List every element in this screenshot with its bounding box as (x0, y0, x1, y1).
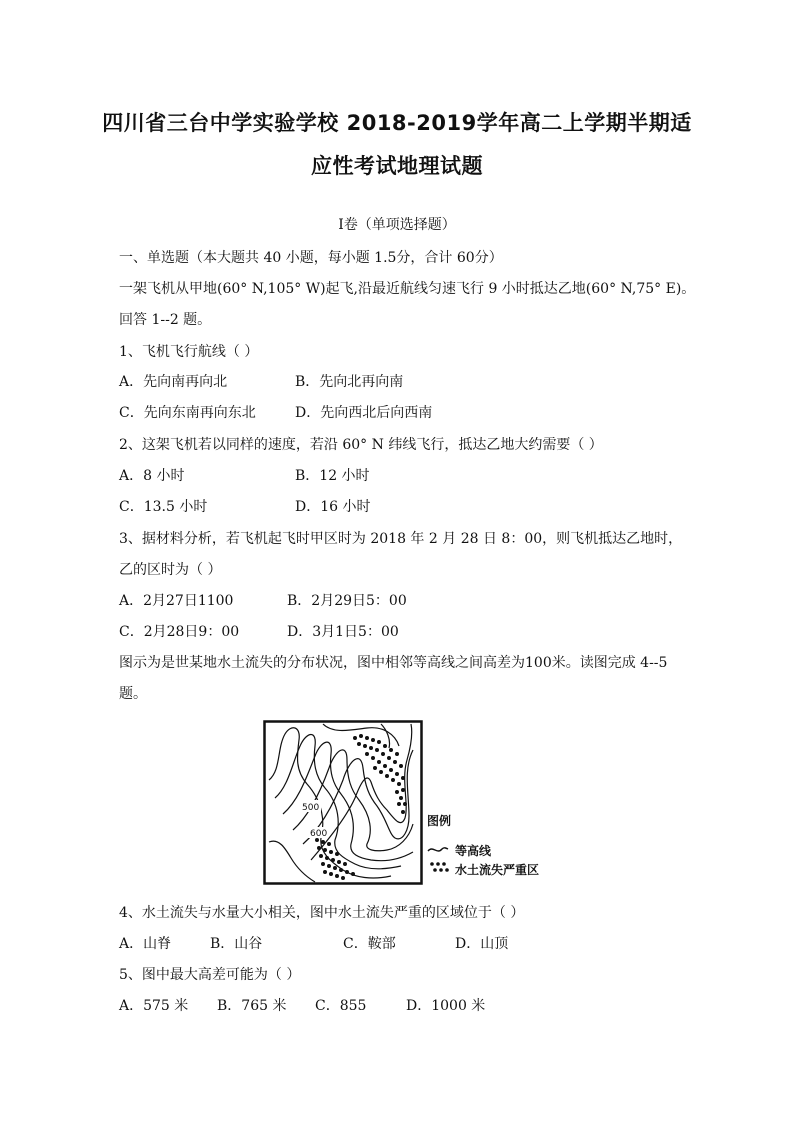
q2-option-d: D．16 小时 (295, 499, 371, 515)
doc-title-line1: 四川省三台中学实验学校 2018-2019学年高二上学期半期适 (102, 111, 692, 135)
intro2-line2: 题。 (119, 686, 147, 702)
q5-option-a: A．575 米 (119, 998, 189, 1014)
part-heading: 一、单选题（本大题共 40 小题，每小题 1.5分，合计 60分） (119, 250, 503, 266)
intro1-line2: 回答 1--2 题。 (119, 312, 212, 328)
contour-label-600: 600 (310, 829, 328, 839)
q3-stem-line2: 乙的区时为（ ） (119, 562, 222, 578)
q2-stem: 2、这架飞机若以同样的速度，若沿 60° N 纬线飞行，抵达乙地大约需要（ ） (119, 437, 603, 453)
section-heading: Ⅰ卷（单项选择题） (338, 217, 456, 233)
erosion-legend-icon (429, 861, 449, 875)
contour-legend-icon (427, 845, 449, 855)
q1-stem: 1、飞机飞行航线（ ） (119, 344, 259, 360)
q3-option-d: D．3月1日5：00 (287, 624, 399, 640)
q4-option-d: D．山顶 (455, 936, 509, 952)
intro2-line1: 图示为是世某地水土流失的分布状况，图中相邻等高线之间高差为100米。读图完成 4--5 (119, 655, 668, 671)
q2-option-a: A．8 小时 (119, 468, 185, 484)
q4-option-a: A．山脊 (119, 936, 172, 952)
legend-contour-label: 等高线 (455, 844, 492, 858)
q5-option-b: B．765 米 (217, 998, 287, 1014)
q4-option-c: C．鞍部 (343, 936, 396, 952)
q3-option-b: B．2月29日5：00 (287, 593, 407, 609)
q5-stem: 5、图中最大高差可能为（ ） (119, 967, 301, 983)
q5-option-d: D．1000 米 (406, 998, 486, 1014)
q1-option-d: D．先向西北后向西南 (295, 405, 433, 421)
q3-stem-line1: 3、据材料分析，若飞机起飞时甲区时为 2018 年 2 月 28 日 8：00，则飞机抵达乙地时， (119, 531, 683, 547)
doc-title-line2: 应性考试地理试题 (311, 154, 483, 178)
q3-option-c: C．2月28日9：00 (119, 624, 240, 640)
legend-title: 图例 (427, 814, 452, 828)
q3-option-a: A．2月27日1100 (119, 593, 234, 609)
q4-option-b: B．山谷 (210, 936, 263, 952)
intro1-line1: 一架飞机从甲地(60° N,105° W)起飞,沿最近航线匀速飞行 9 小时抵达乙地(60° N,75° E)。 (119, 281, 696, 297)
q1-option-b: B．先向北再向南 (295, 374, 404, 390)
contour-label-500: 500 (302, 803, 320, 813)
q1-option-a: A．先向南再向北 (119, 374, 228, 390)
legend-erosion-label: 水土流失严重区 (455, 863, 540, 877)
q1-option-c: C．先向东南再向东北 (119, 405, 256, 421)
contour-map (263, 720, 423, 885)
q4-stem: 4、水土流失与水量大小相关，图中水土流失严重的区域位于（ ） (119, 905, 525, 921)
q2-option-c: C．13.5 小时 (119, 499, 208, 515)
q5-option-c: C．855 (315, 998, 367, 1014)
q2-option-b: B．12 小时 (295, 468, 370, 484)
